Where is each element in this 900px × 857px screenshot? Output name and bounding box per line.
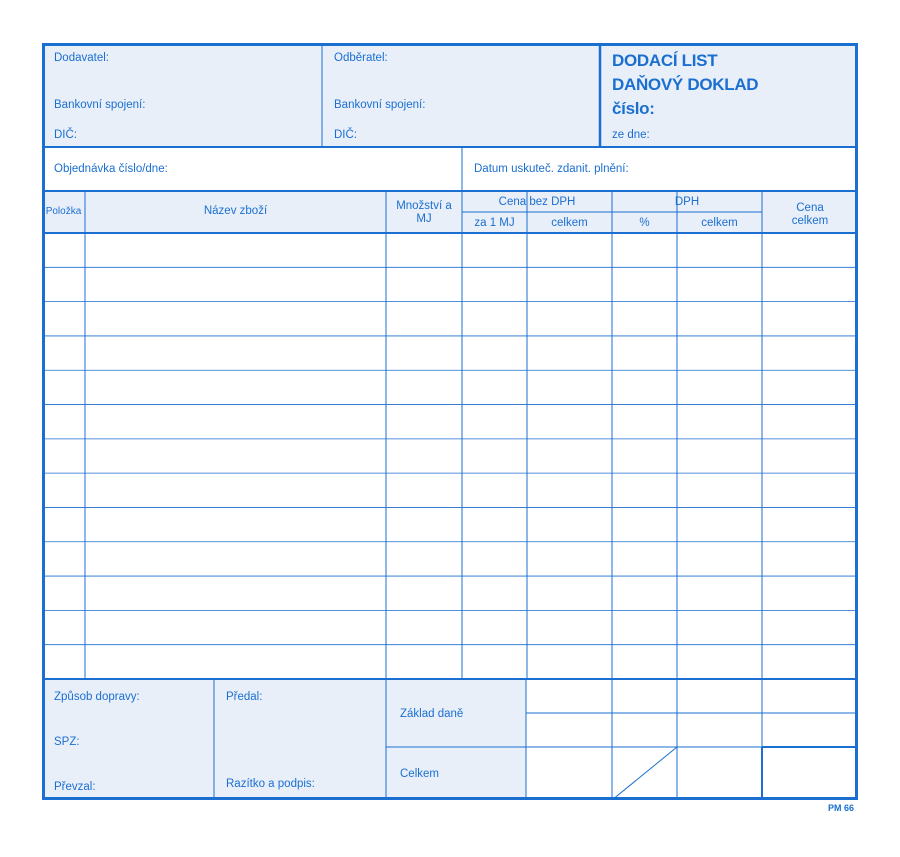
- customer-label: Odběratel:: [334, 52, 388, 64]
- form-grid: [42, 43, 858, 800]
- col-item-header: Položka: [45, 206, 82, 217]
- plate-label: SPZ:: [54, 736, 80, 748]
- col-vat-total-header: celkem: [701, 217, 738, 229]
- col-name-header: Název zboží: [203, 205, 268, 217]
- tax-base-label: Základ daně: [400, 708, 464, 720]
- stamp-label: Razítko a podpis:: [226, 778, 315, 790]
- handed-label: Předal:: [226, 691, 263, 703]
- received-label: Převzal:: [54, 781, 96, 793]
- col-unit-price-header: za 1 MJ: [474, 217, 515, 229]
- col-price-total-header: celkem: [551, 217, 588, 229]
- supplier-label: Dodavatel:: [54, 52, 109, 64]
- transport-label: Způsob dopravy:: [54, 691, 140, 703]
- customer-tax-id-label: DIČ:: [334, 129, 357, 141]
- col-total-header: Cena celkem: [791, 202, 829, 228]
- order-label: Objednávka číslo/dne:: [54, 163, 168, 175]
- document-number-label: číslo:: [612, 99, 655, 118]
- taxable-date-label: Datum uskuteč. zdanit. plnění:: [474, 163, 629, 175]
- total-label: Celkem: [400, 768, 439, 780]
- document-title-line2: DAŇOVÝ DOKLAD: [612, 75, 759, 94]
- col-vat-pct-header: %: [639, 217, 650, 229]
- document-title-line1: DODACÍ LIST: [612, 51, 718, 70]
- group-price-header: Cena bez DPH: [498, 196, 576, 208]
- col-qty-header: Množství a MJ: [396, 200, 452, 226]
- delivery-note-form: [42, 43, 858, 800]
- supplier-tax-id-label: DIČ:: [54, 129, 77, 141]
- supplier-bank-label: Bankovní spojení:: [54, 99, 146, 111]
- customer-bank-label: Bankovní spojení:: [334, 99, 426, 111]
- document-date-label: ze dne:: [612, 129, 650, 141]
- group-vat-header: DPH: [674, 196, 700, 208]
- form-code: PM 66: [828, 803, 855, 813]
